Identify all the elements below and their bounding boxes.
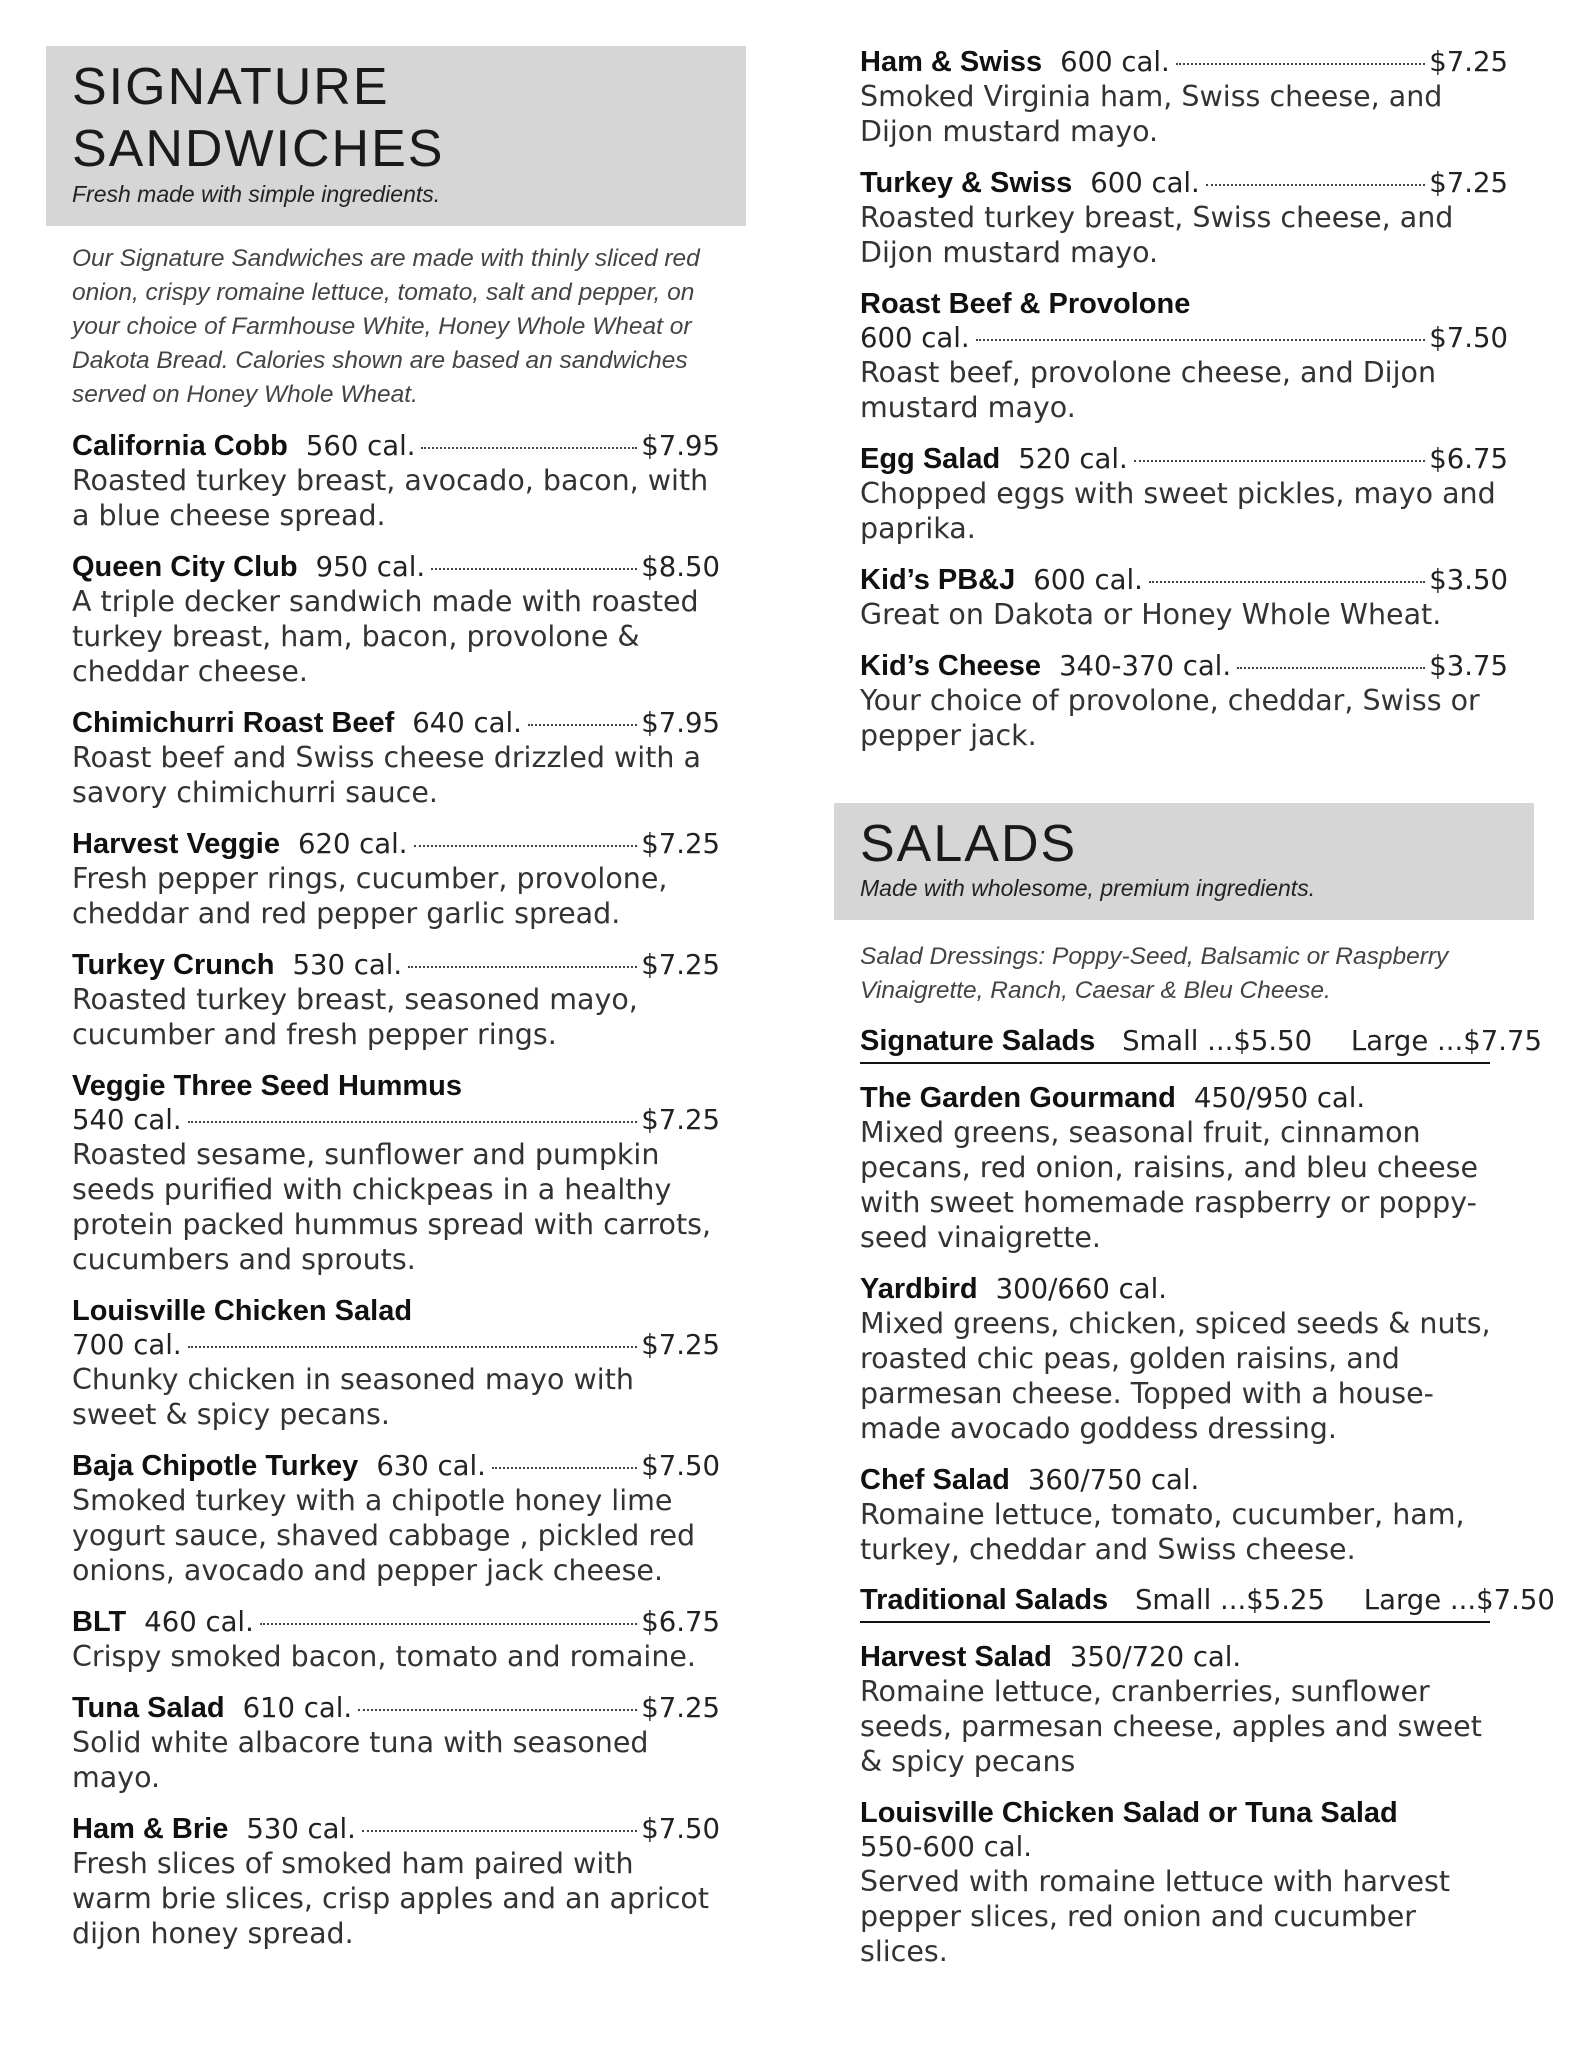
salad-calories: 550-600 cal. [860,1831,1032,1864]
dot-leader [188,1346,638,1348]
salad-item [860,1272,1508,1446]
menu-item [860,45,1508,149]
item-price: $3.50 [1429,564,1508,596]
dot-leader [362,1830,637,1832]
item-name: Ham & Swiss [860,46,1043,78]
item-title-line [860,442,1508,476]
menu-item [72,1605,720,1674]
item-description: Crispy smoked bacon, tomato and romaine. [72,1639,696,1673]
item-calories: 630 cal. [376,1449,486,1482]
item-description: Fresh pepper rings, cucumber, provolone, cheddar and red pepper garlic spread. [72,861,668,930]
item-calories: 560 cal. [305,429,416,462]
menu-item [72,1691,720,1795]
item-name: Queen City Club [72,550,298,583]
item-description: A triple decker sandwich made with roasted turkey breast, ham, bacon, provolone & cheddar cheese. [72,584,699,688]
item-price-line [72,1103,720,1137]
dot-leader [260,1623,637,1625]
traditional-salad-items [860,1640,1508,1969]
dot-leader [528,724,637,726]
salad-list [834,1024,1555,1969]
item-price: $7.25 [641,827,720,860]
item-title-line [72,1812,720,1846]
salad-calories: 360/750 cal. [1027,1464,1200,1497]
salad-description: Romaine lettuce, tomato, cucumber, ham, turkey, cheddar and Swiss cheese. [860,1498,1465,1567]
item-price-line [72,1328,720,1362]
item-description: Roasted sesame, sunflower and pumpkin seeds purified with chickpeas in a healthy protein packed hummus spread with carrots, cucumbers and sprouts. [72,1137,712,1276]
item-description: Roasted turkey breast, Swiss cheese, and Dijon mustard mayo. [860,201,1454,269]
item-title-line [860,563,1508,597]
item-calories: 950 cal. [315,550,426,583]
item-description: Roasted turkey breast, seasoned mayo, cucumber and fresh pepper rings. [72,982,638,1051]
salad-title-line [860,1640,1508,1674]
item-description: Smoked turkey with a chipotle honey lime yogurt sauce, shaved cabbage , pickled red onions, avocado and pepper jack cheese. [72,1483,696,1587]
item-calories: 640 cal. [412,706,522,739]
dot-leader [1206,184,1425,186]
salad-item [860,1463,1508,1567]
dot-leader [358,1709,637,1711]
item-price: $6.75 [1429,443,1508,475]
item-description: Smoked Virginia ham, Swiss cheese, and Dijon mustard mayo. [860,80,1443,148]
item-price: $7.50 [1429,322,1508,354]
item-name: Egg Salad [860,443,1001,475]
salad-name: Yardbird [860,1273,978,1306]
menu-item [860,442,1508,546]
salad-name: Louisville Chicken Salad or Tuna Salad [860,1797,1398,1830]
sandwiches-intro: Our Signature Sandwiches are made with thinly sliced red onion, crispy romaine lettuce, tomato, salt and pepper, on your choice of Farmhouse White, Honey Whole Wheat or Dakota Bread. Calories shown are based an sandwiches served on Honey Whole Wheat. [72,244,700,408]
menu-item [72,827,720,931]
salad-item [860,1081,1508,1255]
traditional-large-price: Large ...$7.50 [1363,1584,1555,1617]
item-price: $8.50 [641,550,720,583]
item-name: Veggie Three Seed Hummus [72,1069,463,1102]
salads-title: SALADS [860,815,1078,873]
item-calories: 600 cal. [1033,564,1143,596]
item-name: Kid’s PB&J [860,564,1016,596]
item-price: $6.75 [641,1605,720,1638]
item-title-line [72,948,720,982]
item-calories: 700 cal. [72,1328,182,1361]
signature-small-price: Small ...$5.50 [1122,1025,1313,1058]
salad-name: Harvest Salad [860,1641,1052,1674]
item-price: $7.25 [641,948,720,981]
salad-name: The Garden Gourmand [860,1082,1176,1115]
traditional-salads-label: Traditional Salads [860,1584,1109,1617]
item-title-line [72,550,720,584]
item-price: $7.50 [641,1449,720,1482]
item-name: Baja Chipotle Turkey [72,1449,359,1482]
item-calories: 620 cal. [297,827,408,860]
item-title-line [72,429,720,463]
item-price: $7.25 [1429,167,1508,199]
item-description: Solid white albacore tuna with seasoned mayo. [72,1725,649,1794]
menu-item [72,948,720,1052]
traditional-salads-header [860,1583,1555,1623]
menu-item [860,287,1508,425]
item-name: California Cobb [72,429,288,462]
menu-item [860,649,1508,753]
salad-description: Romaine lettuce, cranberries, sunflower seeds, parmesan cheese, apples and sweet & spicy pecans [860,1675,1482,1779]
item-calories: 460 cal. [144,1605,254,1638]
dot-leader [431,568,637,570]
salad-item [860,1796,1508,1969]
item-title-line [72,1605,720,1639]
dot-leader [1149,581,1425,583]
item-calories: 340-370 cal. [1059,650,1232,682]
salad-title-line [860,1081,1508,1115]
item-name: Chimichurri Roast Beef [72,706,395,739]
salad-calories: 450/950 cal. [1193,1082,1366,1115]
item-price: $7.95 [641,706,720,739]
salad-title-line [860,1272,1508,1306]
item-name: Tuna Salad [72,1691,225,1724]
salad-dressings: Salad Dressings: Poppy-Seed, Balsamic or Raspberry Vinaigrette, Ranch, Caesar & Bleu Cheese. [860,943,1449,1005]
item-name: Ham & Brie [72,1812,229,1845]
item-name: Roast Beef & Provolone [860,288,1191,320]
salad-calories: 300/660 cal. [995,1273,1167,1306]
item-description: Roasted turkey breast, avocado, bacon, with a blue cheese spread. [72,463,709,532]
item-price: $7.25 [1429,46,1508,78]
item-price-line [860,321,1508,355]
signature-large-price: Large ...$7.75 [1350,1025,1542,1058]
item-description: Great on Dakota or Honey Whole Wheat. [860,598,1442,631]
item-calories: 600 cal. [860,322,970,354]
dot-leader [1176,63,1426,65]
item-description: Chopped eggs with sweet pickles, mayo and paprika. [860,477,1496,545]
sandwiches-banner [46,46,746,226]
menu-item [860,166,1508,270]
salad-description: Mixed greens, seasonal fruit, cinnamon pecans, red onion, raisins, and bleu cheese with sweet homemade raspberry or poppy-seed vinaigrette. [860,1116,1479,1255]
sandwich-list-right [834,45,1534,753]
item-calories: 530 cal. [246,1812,356,1845]
signature-salads-header [860,1024,1542,1064]
item-title-line [72,706,720,740]
item-title-line [72,827,720,861]
sandwich-list-left [46,429,746,1951]
dot-leader [408,966,637,968]
item-description: Roast beef and Swiss cheese drizzled with a savory chimichurri sauce. [72,740,701,809]
salads-banner [834,803,1534,920]
item-title-line [860,45,1508,79]
signature-salads-label: Signature Salads [860,1025,1096,1058]
item-calories: 540 cal. [72,1103,182,1136]
item-title-line [860,649,1508,683]
salad-title-line [860,1463,1508,1497]
signature-salad-items [860,1081,1508,1567]
salad-description: Served with romaine lettuce with harvest pepper slices, red onion and cucumber slices. [860,1865,1451,1969]
item-description: Chunky chicken in seasoned mayo with sweet & spicy pecans. [72,1362,634,1431]
item-description: Fresh slices of smoked ham paired with warm brie slices, crisp apples and an apricot dijon honey spread. [72,1846,710,1950]
item-calories: 530 cal. [292,948,403,981]
menu-item [860,563,1508,632]
dot-leader [414,845,638,847]
salad-calories: 350/720 cal. [1069,1641,1242,1674]
sandwiches-subtitle: Fresh made with simple ingredients. [72,180,441,207]
salads-subtitle: Made with wholesome, premium ingredients. [860,875,1316,902]
menu-item [72,706,720,810]
sandwiches-title: SIGNATURE SANDWICHES [72,58,445,179]
item-price: $7.50 [641,1812,720,1845]
menu-item [72,1812,720,1951]
item-name: Turkey & Swiss [860,167,1073,199]
item-price: $7.95 [641,429,720,462]
item-price: $7.25 [641,1328,720,1361]
salad-item [860,1640,1508,1779]
right-column [834,0,1555,1969]
menu-item [72,1449,720,1588]
item-name: Turkey Crunch [72,948,275,981]
item-name: Louisville Chicken Salad [72,1294,413,1327]
dot-leader [1134,460,1425,462]
menu-item [72,429,720,533]
item-title-line [72,1691,720,1725]
dot-leader [492,1467,637,1469]
menu-item [72,1294,720,1432]
dot-leader [188,1121,638,1123]
dot-leader [976,339,1426,341]
menu-item [72,1069,720,1277]
left-column [46,0,746,1951]
item-price: $3.75 [1429,650,1508,682]
item-price: $7.25 [641,1691,720,1724]
item-calories: 520 cal. [1018,443,1128,475]
item-description: Your choice of provolone, cheddar, Swiss or pepper jack. [860,684,1480,752]
dot-leader [1237,667,1425,669]
item-name: Harvest Veggie [72,827,280,860]
item-name: BLT [72,1605,127,1638]
item-name: Kid’s Cheese [860,650,1042,682]
menu-item [72,550,720,689]
salad-name: Chef Salad [860,1464,1010,1497]
item-calories: 600 cal. [1090,167,1200,199]
dot-leader [421,447,637,449]
item-calories: 600 cal. [1060,46,1170,78]
salad-description: Mixed greens, chicken, spiced seeds & nuts, roasted chic peas, golden raisins, and parmesan cheese. Topped with a house-made avocado goddess dressing. [860,1307,1491,1446]
item-title-line [860,166,1508,200]
item-title-line [72,1449,720,1483]
item-calories: 610 cal. [242,1691,353,1724]
item-price: $7.25 [641,1103,720,1136]
item-description: Roast beef, provolone cheese, and Dijon mustard mayo. [860,356,1437,424]
traditional-small-price: Small ...$5.25 [1134,1584,1326,1617]
